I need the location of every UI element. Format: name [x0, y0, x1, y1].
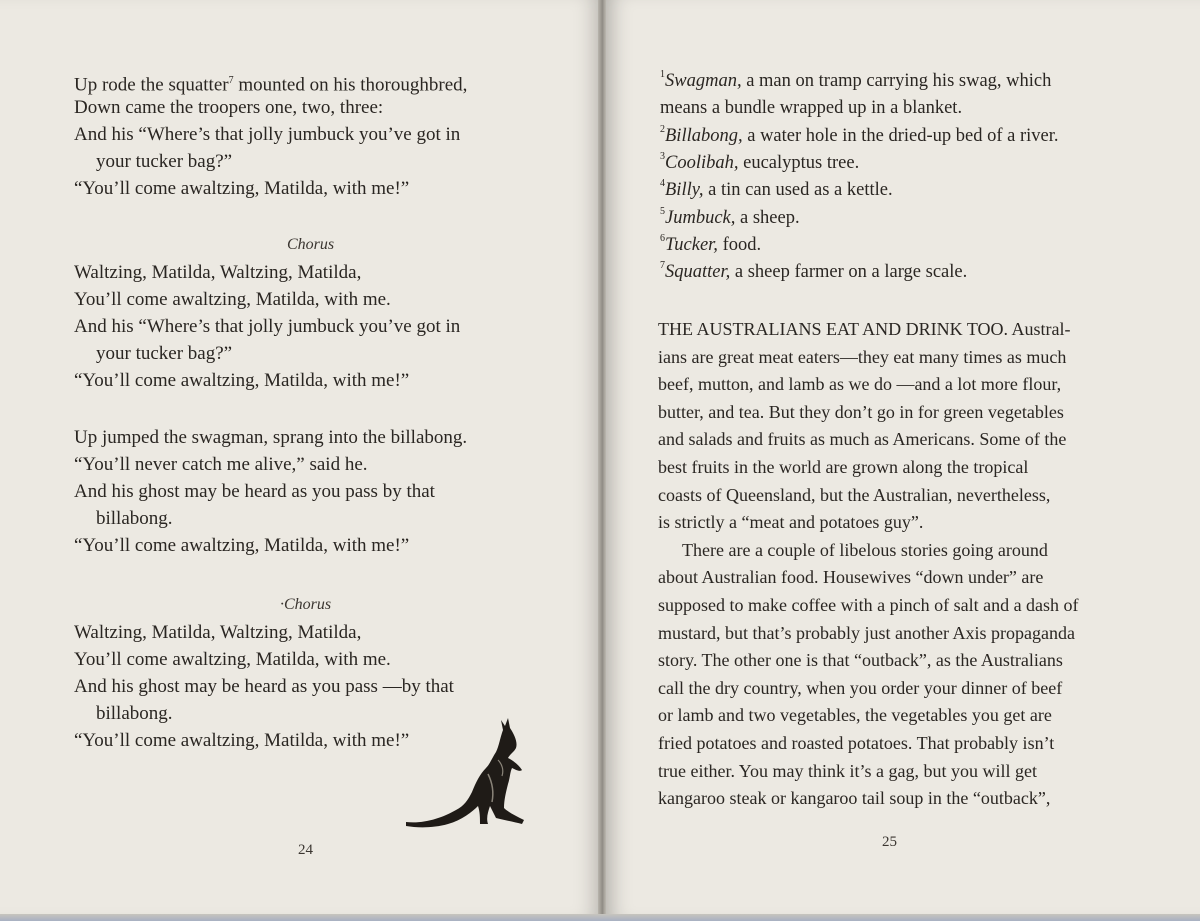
page-bottom-edge — [0, 914, 1200, 921]
footnote-definition: a tin can used as a kettle. — [703, 180, 893, 201]
footnote-term: Jumbuck, — [665, 207, 736, 228]
lyric-line — [74, 427, 467, 449]
footnote-definition: means a bundle wrapped up in a blanket. — [660, 98, 963, 119]
lyric-text: And his ghost may be heard as you pass by that — [74, 481, 435, 502]
lyric-line — [74, 481, 435, 503]
body-text-line: beef, mutton, and lamb as we do —and a lot more flour, — [658, 374, 1062, 395]
footnote-line — [660, 230, 761, 256]
footnote-marker: 7 — [228, 75, 234, 86]
footnote-definition: a sheep farmer on a large scale. — [730, 262, 968, 283]
lyric-text: And his ghost may be heard as you pass —by that — [74, 676, 454, 697]
footnote-number: 7 — [660, 260, 665, 272]
lyric-text: And his “Where’s that jolly jumbuck you’ve got in — [74, 316, 461, 337]
lyric-line — [74, 730, 409, 752]
footnote-definition: a sheep. — [735, 207, 800, 228]
kangaroo-illustration — [404, 712, 528, 832]
chorus-heading: ·Chorus — [280, 596, 332, 613]
body-text-line: There are a couple of libelous stories going around — [682, 539, 1048, 560]
footnote-line — [660, 121, 1059, 147]
lyric-text: Up jumped the swagman, sprang into the billabong. — [74, 427, 468, 448]
left-page — [0, 0, 600, 916]
lyric-line — [96, 343, 232, 365]
lyric-text: your tucker bag?” — [96, 343, 233, 364]
lyric-line — [74, 535, 409, 557]
lyric-text: billabong. — [96, 508, 173, 529]
body-text-line: best fruits in the world are grown along the tropical — [658, 457, 1029, 477]
footnote-line — [660, 93, 962, 119]
body-text-line: fried potatoes and roasted potatoes. That probably isn’t — [658, 733, 1055, 753]
lyric-line — [74, 262, 361, 284]
lyric-text: You’ll come awaltzing, Matilda, with me. — [74, 649, 391, 670]
footnote-definition: a man on tramp carrying his swag, which — [741, 71, 1052, 92]
footnote-number: 1 — [660, 69, 665, 80]
lyric-line — [74, 454, 368, 476]
footnote-number: 4 — [660, 178, 665, 190]
page-number-right: 25 — [882, 834, 897, 850]
lyric-text: “You’ll come awaltzing, Matilda, with me!” — [74, 535, 410, 556]
lyric-text: Down came the troopers one, two, three: — [74, 97, 384, 118]
footnote-number: 5 — [660, 205, 665, 217]
footnote-definition: eucalyptus tree. — [738, 153, 860, 174]
lyric-line — [96, 703, 173, 725]
footnote-number: 6 — [660, 232, 665, 244]
lyric-text: billabong. — [96, 703, 173, 724]
footnote-term: Billy, — [665, 180, 704, 201]
lyric-line — [96, 151, 232, 173]
lyric-text: Up rode the squatter — [74, 74, 229, 96]
footnote-term: Billabong, — [665, 125, 743, 146]
footnote-line — [660, 257, 967, 283]
footnote-definition: food. — [717, 234, 762, 255]
chorus-heading: Chorus — [287, 236, 335, 253]
body-text-line: is strictly a “meat and potatoes guy”. — [658, 512, 924, 533]
lyric-line — [74, 289, 391, 311]
body-text-line: ians are great meat eaters—they eat many times as much — [658, 346, 1067, 367]
lyric-text: “You’ll never catch me alive,” said he. — [74, 454, 368, 475]
lyric-line — [96, 508, 173, 530]
lyric-text: “You’ll come awaltzing, Matilda, with me!” — [74, 178, 410, 199]
lyric-line — [74, 124, 460, 146]
footnote-term: Tucker, — [665, 234, 718, 255]
footnote-term: Swagman, — [665, 71, 742, 92]
body-text-line: supposed to make coffee with a pinch of salt and a dash of — [658, 595, 1079, 615]
footnote-number: 3 — [660, 150, 665, 162]
footnote-term: Squatter, — [665, 262, 731, 283]
lyric-text: And his “Where’s that jolly jumbuck you’ve got in — [74, 124, 461, 145]
lyric-text: “You’ll come awaltzing, Matilda, with me!” — [74, 370, 410, 391]
body-text-line: coasts of Queensland, but the Australian, nevertheless, — [658, 484, 1051, 505]
lyric-text: your tucker bag?” — [96, 151, 233, 172]
lyric-line — [74, 370, 409, 392]
body-text-line: or lamb and two vegetables, the vegetables you get are — [658, 705, 1052, 726]
right-page — [606, 0, 1200, 916]
footnote-line — [660, 66, 1051, 92]
body-text-line: call the dry country, when you order your dinner of beef — [658, 677, 1063, 698]
footnote-line — [660, 148, 859, 174]
body-text-line: and salads and fruits as much as Americans. Some of the — [658, 429, 1067, 450]
body-text-line: kangaroo steak or kangaroo tail soup in the “outback”, — [658, 788, 1051, 809]
footnote-term: Coolibah, — [665, 153, 739, 174]
body-text-line: about Australian food. Housewives “down under” are — [658, 567, 1044, 588]
lyric-line — [74, 70, 467, 96]
lyric-line — [74, 622, 361, 644]
footnote-number: 2 — [660, 123, 665, 135]
body-text-line: true either. You may think it’s a gag, but you will get — [658, 760, 1037, 781]
footnote-line — [660, 175, 893, 201]
lyric-line — [74, 178, 409, 200]
lyric-text: Waltzing, Matilda, Waltzing, Matilda, — [74, 622, 362, 643]
lyric-text: “You’ll come awaltzing, Matilda, with me!” — [74, 730, 410, 751]
lyric-line — [74, 97, 383, 119]
body-text-line: story. The other one is that “outback”, as the Australians — [658, 650, 1063, 671]
footnote-line — [660, 203, 800, 229]
lyric-text: Waltzing, Matilda, Waltzing, Matilda, — [74, 262, 362, 283]
footnote-definition: a water hole in the dried-up bed of a river. — [742, 125, 1059, 146]
lyric-text-continued: mounted on his thoroughbred, — [233, 74, 468, 96]
lyric-line — [74, 316, 460, 338]
body-text-line: butter, and tea. But they don’t go in for green vegetables — [658, 401, 1064, 422]
lyric-line — [74, 649, 391, 671]
page-number-left: 24 — [298, 842, 313, 858]
body-text-line: mustard, but that’s probably just another Axis propaganda — [658, 622, 1075, 643]
body-text-line: THE AUSTRALIANS EAT AND DRINK TOO. Austral- — [658, 319, 1071, 339]
lyric-text: You’ll come awaltzing, Matilda, with me. — [74, 289, 391, 310]
lyric-line — [74, 676, 454, 698]
